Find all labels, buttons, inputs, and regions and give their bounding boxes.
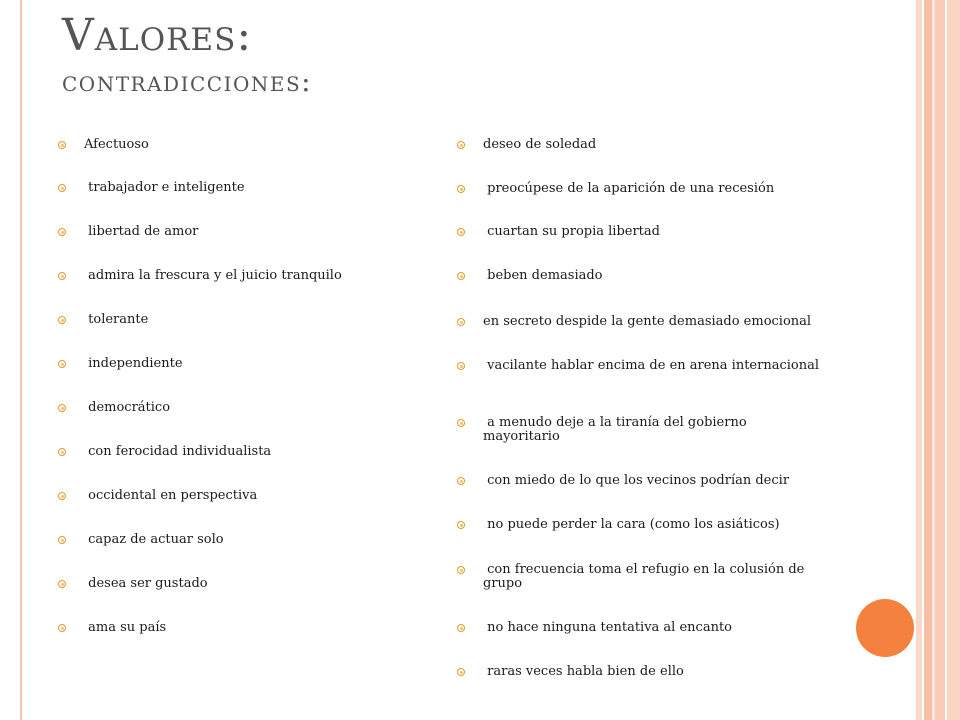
list-item	[457, 621, 823, 635]
list-item-text: cuartan su propia libertad	[483, 224, 660, 239]
list-item-text: capaz de actuar solo	[84, 532, 224, 547]
bullet-icon	[457, 272, 465, 280]
list-item	[58, 489, 257, 503]
list-item	[58, 401, 170, 415]
list-item	[58, 225, 198, 239]
bullet-icon	[58, 228, 66, 236]
bullet-icon	[58, 404, 66, 412]
bullet-icon	[457, 521, 465, 529]
list-item-text: preocúpese de la aparición de una recesión	[483, 181, 775, 196]
list-item-text: ama su país	[84, 620, 167, 635]
title-line-1: Valores:	[62, 10, 253, 61]
list-item	[457, 563, 823, 591]
list-item-text: admira la frescura y el juicio tranquilo	[84, 268, 342, 283]
bullet-icon	[457, 318, 465, 326]
list-item-text: raras veces habla bien de ello	[483, 664, 684, 679]
bullet-icon	[457, 668, 465, 676]
list-item	[58, 357, 183, 371]
list-item	[58, 181, 245, 195]
list-item-text: no hace ninguna tentativa al encanto	[483, 620, 732, 635]
bullet-icon	[457, 419, 465, 427]
bullet-icon	[457, 566, 465, 574]
list-item	[457, 138, 823, 152]
bullet-icon	[58, 360, 66, 368]
list-item-text: beben demasiado	[483, 268, 603, 283]
bullet-icon	[457, 624, 465, 632]
bullet-icon	[58, 580, 66, 588]
list-item	[58, 533, 224, 547]
list-item-text: tolerante	[84, 312, 149, 327]
orange-circle-decoration	[856, 599, 914, 657]
bullet-icon	[58, 141, 66, 149]
list-item	[58, 445, 271, 459]
list-item	[457, 518, 823, 532]
bullet-icon	[457, 228, 465, 236]
list-item	[457, 474, 823, 488]
list-item	[457, 182, 823, 196]
bullet-icon	[58, 624, 66, 632]
list-item	[58, 577, 208, 591]
list-item	[457, 416, 823, 444]
list-item	[58, 138, 149, 152]
bullet-icon	[58, 272, 66, 280]
list-item-text: independiente	[84, 356, 183, 371]
list-item-text: en secreto despide la gente demasiado emocional	[483, 314, 812, 329]
list-item-text: occidental en perspectiva	[84, 488, 258, 503]
title-line-2: contradicciones:	[62, 65, 313, 98]
list-item	[457, 665, 823, 679]
list-item-text: con frecuencia toma el refugio en la colusión de grupo	[483, 562, 809, 591]
bullet-icon	[58, 492, 66, 500]
list-item	[58, 621, 166, 635]
list-item-text: a menudo deje a la tiranía del gobierno mayoritario	[483, 415, 751, 444]
list-item-text: libertad de amor	[84, 224, 199, 239]
list-item	[457, 359, 823, 373]
list-item-text: deseo de soledad	[483, 137, 597, 152]
list-item	[457, 269, 823, 283]
list-item-text: no puede perder la cara (como los asiáticos)	[483, 517, 780, 532]
list-item-text: Afectuoso	[84, 137, 149, 152]
bullet-icon	[58, 536, 66, 544]
list-item	[58, 313, 148, 327]
list-item-text: democrático	[84, 400, 171, 415]
bullet-icon	[58, 448, 66, 456]
bullet-icon	[457, 362, 465, 370]
list-item-text: vacilante hablar encima de en arena internacional	[483, 358, 820, 373]
list-item-text: con miedo de lo que los vecinos podrían decir	[483, 473, 790, 488]
list-item	[457, 315, 823, 329]
bullet-icon	[457, 477, 465, 485]
bullet-icon	[457, 141, 465, 149]
left-border-line	[20, 0, 22, 720]
list-item	[457, 225, 823, 239]
list-item-text: trabajador e inteligente	[84, 180, 245, 195]
slide-title	[62, 10, 313, 98]
bullet-icon	[58, 316, 66, 324]
bullet-icon	[457, 185, 465, 193]
decorative-stripe	[916, 0, 960, 720]
list-item-text: desea ser gustado	[84, 576, 208, 591]
bullet-icon	[58, 184, 66, 192]
list-item-text: con ferocidad individualista	[84, 444, 272, 459]
list-item	[58, 269, 342, 283]
